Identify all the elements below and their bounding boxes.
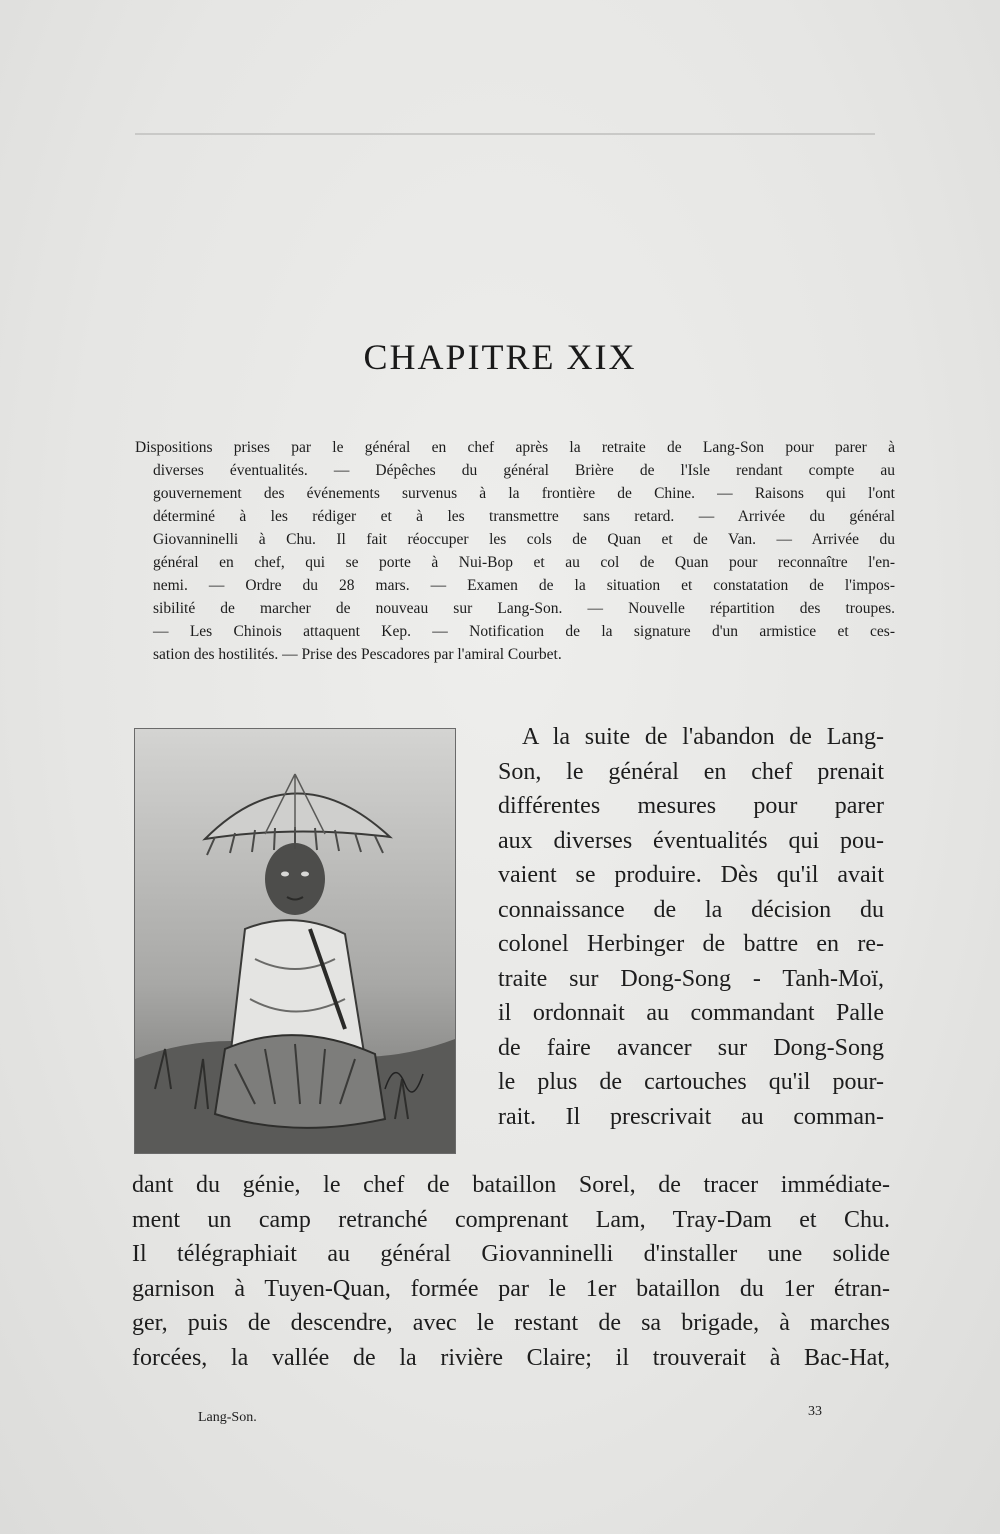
summary-line: Giovanninelli à Chu. Il fait réoccuper les cols de Quan et de Van. — Arrivée du [153,531,895,548]
body-line: Son, le général en chef prenait [498,758,884,785]
chapter-summary [135,436,895,666]
summary-line: Dispositions prises par le général en chef après la retraite de Lang-Son pour parer à [135,439,895,456]
body-column-narrow [464,720,884,1134]
body-line: dant du génie, le chef de bataillon Sorel, de tracer immédiate- [132,1172,890,1198]
body-line: vaient se produire. Dès qu'il avait [498,862,884,888]
summary-line: sibilité de marcher de nouveau sur Lang-Son. — Nouvelle répartition des troupes. [153,600,895,617]
summary-line: déterminé à les rédiger et à les transmettre sans retard. — Arrivée du général [153,508,895,525]
summary-line: sation des hostilités. — Prise des Pescadores par l'amiral Courbet. [153,646,562,663]
body-column-wide [132,1168,890,1375]
body-line: colonel Herbinger de battre en re- [498,931,884,957]
header-rule [135,133,875,135]
body-line: connaissance de la décision du [498,896,884,923]
body-line: le plus de cartouches qu'il pour- [498,1069,884,1095]
body-line: Il télégraphiait au général Giovanninelli d'installer une solide [132,1241,890,1267]
body-line: de faire avancer sur Dong-Song [498,1034,884,1061]
footer-running-title: Lang-Son. [198,1410,257,1425]
summary-line: général en chef, qui se porte à Nui-Bop et au col de Quan pour reconnaître l'en- [153,554,895,571]
body-line: garnison à Tuyen-Quan, formée par le 1er bataillon du 1er étran- [132,1275,890,1302]
engraving-illustration [134,728,456,1154]
summary-line: diverses éventualités. — Dépêches du général Brière de l'Isle rendant compte au [153,462,895,479]
summary-line: nemi. — Ordre du 28 mars. — Examen de la situation et constatation de l'impos- [153,577,895,594]
body-line: A la suite de l'abandon de Lang- [522,724,884,750]
body-line: aux diverses éventualités qui pou- [498,827,884,854]
summary-line: — Les Chinois attaquent Kep. — Notification de la signature d'un armistice et ces- [153,623,895,640]
body-line: rait. Il prescrivait au comman- [498,1103,884,1130]
body-line: ger, puis de descendre, avec le restant de sa brigade, à marches [132,1310,890,1336]
body-line: il ordonnait au commandant Palle [498,1000,884,1026]
body-line: forcées, la vallée de la rivière Claire; il trouverait à Bac-Hat, [132,1344,890,1371]
footer-signature-number: 33 [808,1404,822,1419]
summary-line: gouvernement des événements survenus à la frontière de Chine. — Raisons qui l'ont [153,485,895,502]
woman-with-straw-hat-image [135,729,455,1153]
body-line: traite sur Dong-Song - Tanh-Moï, [498,965,884,992]
chapter-title: CHAPITRE XIX [363,337,637,377]
body-line: différentes mesures pour parer [498,793,884,819]
body-line: ment un camp retranché comprenant Lam, Tray-Dam et Chu. [132,1206,890,1233]
